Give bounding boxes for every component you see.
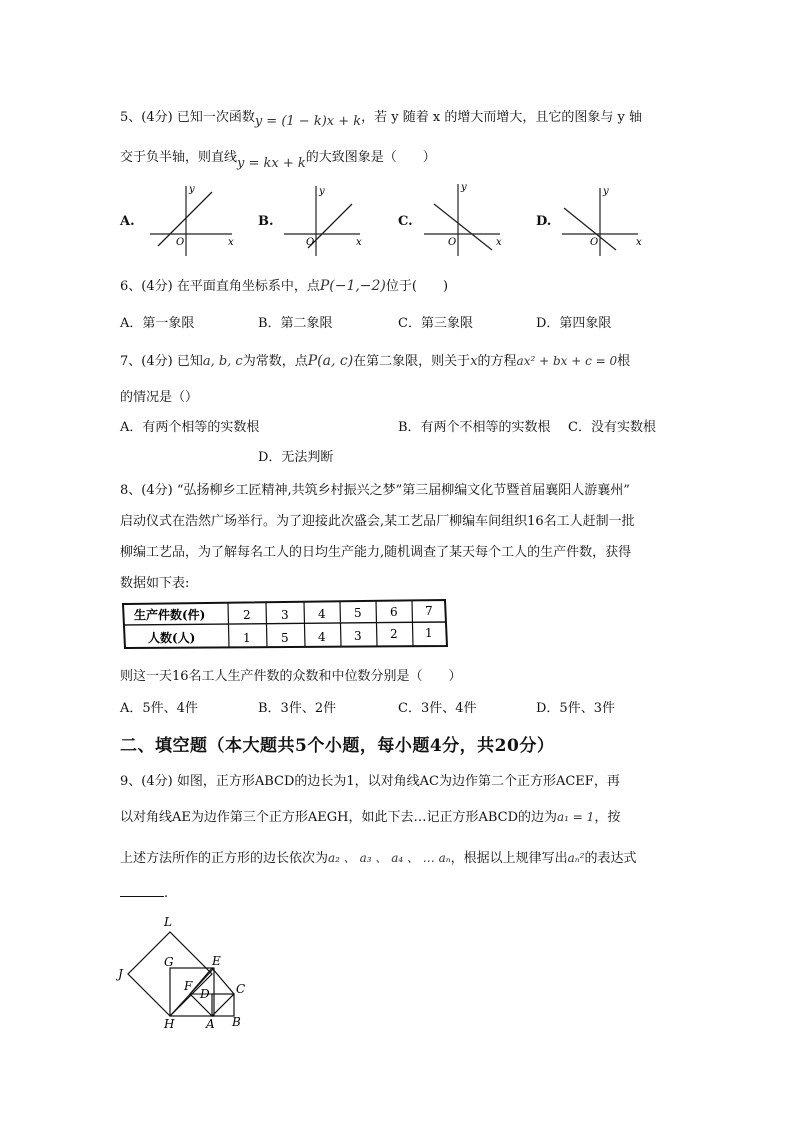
q8-table-row2-header: 人数(人): [148, 631, 196, 645]
q8-table-row2-cell: 5: [281, 631, 289, 645]
q6-option-c: C．第三象限: [398, 316, 473, 331]
q6-option-a: A．第一象限: [120, 316, 195, 331]
q7-line1: [120, 350, 630, 369]
q8-table: [120, 598, 450, 650]
q5-graph-b: [280, 180, 380, 260]
q7-x: x: [470, 354, 478, 369]
q7-mid1: 为常数，点: [242, 354, 308, 369]
q5-graph-a-o: O: [176, 237, 185, 248]
q5-graph-d-y: y: [603, 186, 609, 197]
q7-point: P(a, c): [307, 353, 354, 369]
q7-vars: a, b, c: [202, 354, 243, 369]
q5-graph-c: [420, 180, 520, 260]
q8-table-row2-cell: 2: [390, 627, 398, 641]
q8-option-d: D．5件、3件: [536, 701, 615, 716]
q7-suffix: 根: [617, 354, 631, 369]
q5-graph-c-y: y: [461, 182, 467, 193]
q7-option-b: B．有两个不相等的实数根: [398, 420, 551, 435]
q7-option-d: D．无法判断: [258, 450, 334, 465]
q5-graph-a-x: x: [228, 237, 234, 248]
q9-figure: [116, 908, 276, 1033]
q5-line1: [120, 106, 642, 129]
q8-line4: 数据如下表:: [120, 576, 190, 591]
q9-answer-line: [120, 884, 168, 901]
q8-table-row1-cell: 2: [243, 608, 251, 622]
q8-option-b: B．3件、2件: [258, 701, 337, 716]
q9-sequence: a₂ 、 a₃ 、 a₄ 、 … aₙ: [328, 851, 451, 865]
q9-fig-J: J: [118, 967, 123, 981]
q8-line2: 启动仪式在浩然广场举行。为了迎接此次盛会,某工艺品厂柳编车间组织16名工人赶制一批: [120, 514, 635, 529]
q9-line2-a: 以对角线AE为边作第三个正方形AEGH，如此下去…记正方形ABCD的边为: [120, 810, 558, 825]
q9-line3-c: 的表达式: [584, 851, 637, 866]
q8-table-row1-header: 生产件数(件): [134, 608, 206, 622]
q9-an-squared: aₙ²: [567, 851, 585, 865]
q5-graph-a: [146, 180, 246, 260]
q9-line2-b: ，按: [594, 810, 621, 825]
q8-table-row2-cell: 1: [243, 631, 251, 645]
q9-fig-E: E: [212, 954, 221, 968]
q6-option-b: B．第二象限: [258, 316, 333, 331]
q8-table-row2-cell: 3: [354, 629, 362, 643]
q7-equation: ax² + bx + c = 0: [516, 354, 618, 368]
q5-graph-d: [558, 180, 658, 260]
q8-table-row1-cell: 3: [281, 608, 289, 622]
q7-mid2: 在第二象限，则关于: [353, 354, 471, 369]
q6-suffix: 位于( ): [385, 279, 449, 294]
q6-stem: [120, 275, 448, 294]
q9-line1: 9、(4分) 如图，正方形ABCD的边长为1，以对角线AC为边作第二个正方形ACEF，再: [120, 774, 620, 789]
q5-line2-suffix: 的大致图象是（ ）: [305, 150, 436, 165]
q9-fig-B: B: [232, 1015, 241, 1029]
q9-fig-G: G: [164, 955, 174, 969]
q5-graph-a-y: y: [189, 184, 195, 195]
q5-option-a-label: A.: [120, 214, 135, 229]
q8-table-row1-cell: 7: [425, 604, 433, 618]
q6-option-d: D．第四象限: [536, 316, 612, 331]
q5-prefix: 5、(4分) 已知一次函数: [120, 110, 255, 125]
q7-prefix: 7、(4分) 已知: [120, 354, 203, 369]
q5-graph-d-x: x: [636, 237, 642, 248]
q5-option-b-label: B.: [258, 214, 274, 229]
q9-end: .: [164, 886, 169, 901]
q9-fig-D: D: [200, 987, 210, 1001]
q8-line3: 柳编工艺品，为了解每名工人的日均生产能力,随机调查了某天每个工人的生产件数，获得: [120, 545, 632, 560]
q9-fig-L: L: [164, 915, 172, 929]
q9-line2: [120, 806, 620, 825]
q6-point: P(−1,−2): [319, 278, 386, 294]
q9-line3: [120, 847, 637, 866]
q8-table-row1-cell: 4: [318, 607, 326, 621]
q5-graph-b-y: y: [319, 186, 325, 197]
q9-line3-b: ，根据以上规律写出: [450, 851, 568, 866]
q5-line2-prefix: 交于负半轴，则直线: [120, 150, 238, 165]
q8-table-row1-cell: 6: [390, 605, 398, 619]
q7-option-a: A．有两个相等的实数根: [120, 420, 260, 435]
q9-answer-blank: [120, 884, 164, 897]
q9-fig-A: A: [206, 1017, 215, 1031]
section-2-title: 二、填空题（本大题共5个小题，每小题4分，共20分）: [120, 736, 555, 756]
q6-prefix: 6、(4分) 在平面直角坐标系中，点: [120, 279, 320, 294]
q5-graph-b-x: x: [356, 237, 362, 248]
q5-line2: [120, 146, 436, 171]
q5-graph-b-o: O: [306, 237, 315, 248]
q5-graph-c-x: x: [496, 237, 502, 248]
q8-table-row2-cell: 4: [318, 630, 326, 644]
q5-function-1: y = (1 − k)x + k: [254, 114, 362, 129]
q5-graph-c-o: O: [448, 237, 457, 248]
q8-option-c: C．3件、4件: [398, 701, 477, 716]
q5-function-2: y = kx + k: [237, 156, 306, 171]
q9-line3-a: 上述方法所作的正方形的边长依次为: [120, 851, 329, 866]
q9-fig-F: F: [184, 979, 193, 993]
q5-mid: ，若 y 随着 x 的增大而增大，且它的图象与 y 轴: [361, 110, 642, 125]
q5-option-c-label: C.: [398, 214, 413, 229]
q7-mid3: 的方程: [477, 354, 517, 369]
q9-fig-C: C: [236, 982, 246, 996]
q8-option-a: A．5件、4件: [120, 701, 198, 716]
q8-question: 则这一天16名工人生产件数的众数和中位数分别是（ ）: [120, 669, 462, 684]
q7-option-c: C．没有实数根: [568, 420, 656, 435]
q8-line1: 8、(4分) “弘扬柳乡工匠精神,共筑乡村振兴之梦”第三届柳编文化节暨首届襄阳人游襄州”: [120, 483, 630, 498]
q5-option-d-label: D.: [536, 214, 552, 229]
q7-line2: 的情况是（）: [120, 390, 199, 405]
q5-graph-d-o: O: [590, 237, 599, 248]
q9-fig-H: H: [164, 1017, 175, 1031]
q9-a1: a₁ = 1: [557, 810, 595, 824]
q8-table-row1-cell: 5: [354, 606, 362, 620]
q8-table-row2-cell: 1: [425, 626, 433, 640]
